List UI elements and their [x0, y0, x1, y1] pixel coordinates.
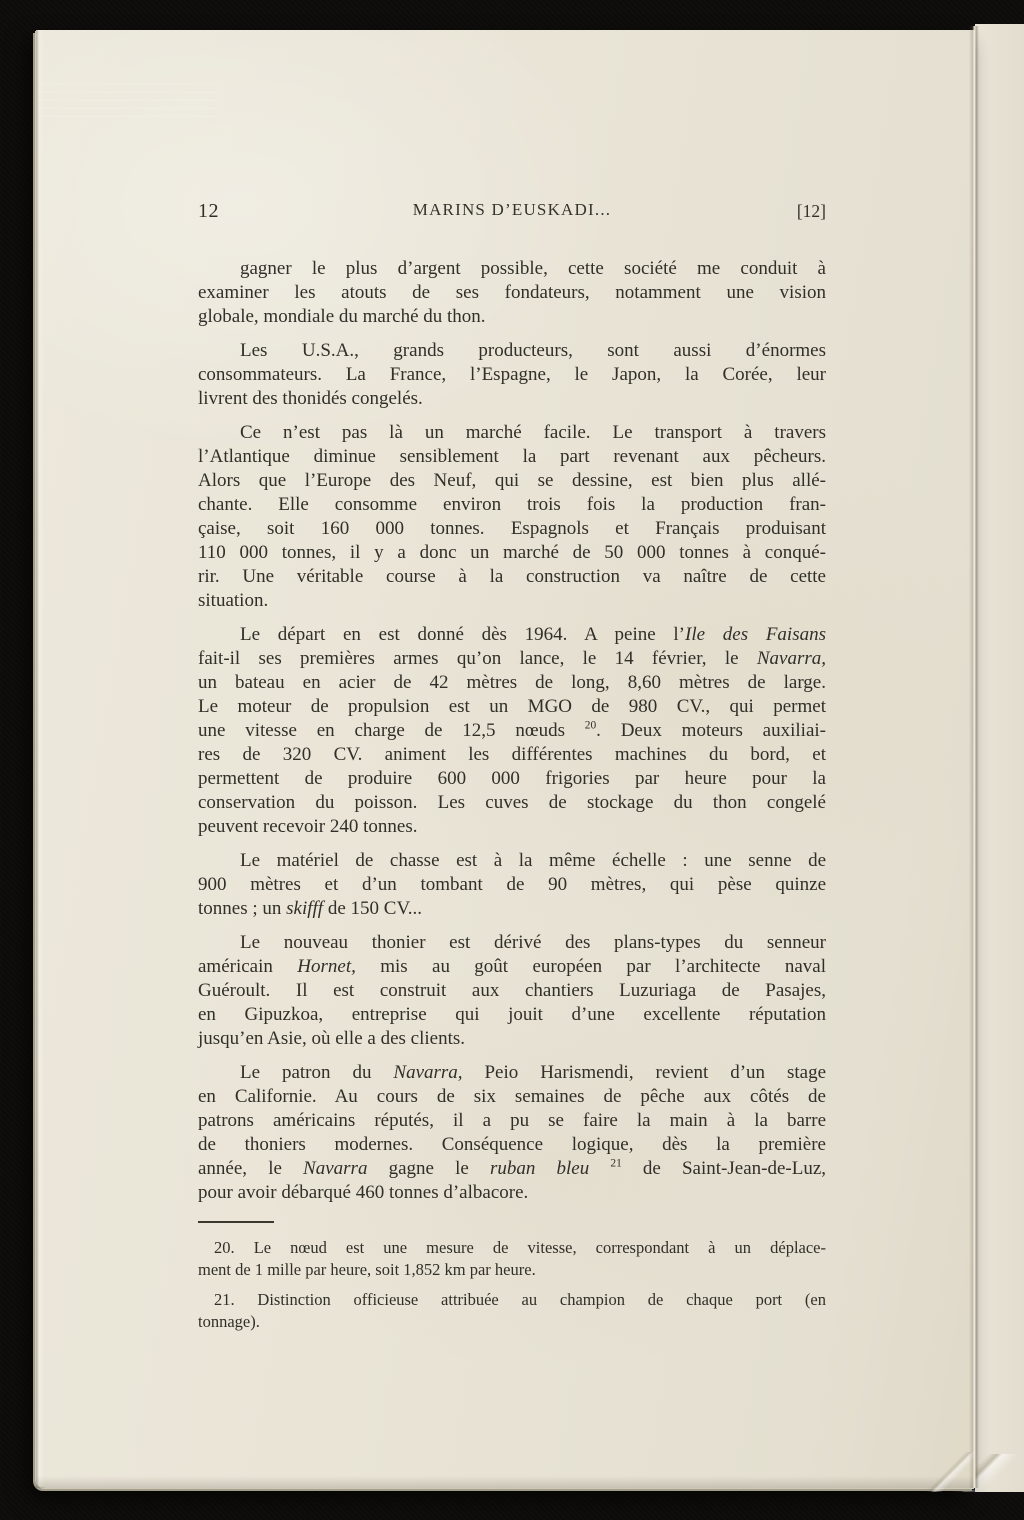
text-segment: américain: [198, 956, 298, 977]
text-segment: Le patron du: [240, 1062, 394, 1083]
text-line: [198, 589, 826, 613]
paragraph: [198, 623, 826, 839]
text-segment: Navarra,: [756, 648, 826, 669]
text-line: [198, 445, 826, 469]
text-segment: Peio Harismendi, revient d’un stage: [462, 1062, 827, 1083]
text-line: [198, 1237, 826, 1259]
text-line: [198, 1181, 826, 1205]
text-segment: tonnage).: [198, 1312, 260, 1331]
text-segment: jusqu’en Asie, où elle a des clients.: [198, 1028, 465, 1049]
text-segment: pour avoir débarqué 460 tonnes d’albacore.: [198, 1182, 529, 1203]
text-line: [198, 1061, 826, 1085]
text-segment: Navarra,: [393, 1062, 463, 1083]
text-line: [198, 257, 826, 281]
text-line: [198, 281, 826, 305]
text-line: [198, 493, 826, 517]
text-segment: l’Atlantique diminue sensiblement la part revenant aux pêcheurs.: [198, 446, 826, 467]
text-line: [198, 931, 826, 955]
text-segment: permettent de produire 600 000 frigories par heure pour la: [198, 768, 826, 789]
text-segment: 20. Le nœud est une mesure de vitesse, correspondant à un déplace-: [214, 1238, 826, 1257]
paragraph: [198, 1061, 826, 1205]
page-bottom-shade: [36, 1476, 975, 1488]
footnote: [198, 1289, 826, 1333]
text-line: [198, 623, 826, 647]
page-edge-stack: [36, 30, 44, 1488]
page-gutter-line: [969, 26, 979, 1488]
text-segment: çaise, soit 160 000 tonnes. Espagnols et Français produisant: [198, 518, 826, 539]
paragraph: [198, 931, 826, 1051]
text-line: [198, 719, 826, 743]
text-segment: examiner les atouts de ses fondateurs, notamment une vision: [198, 282, 826, 303]
text-segment: rir. Une véritable course à la construction va naître de cette: [198, 566, 826, 587]
text-line: [198, 1027, 826, 1051]
text-segment: en Californie. Au cours de six semaines de pêche aux côtés de: [198, 1086, 826, 1107]
page-number-bracketed: [12]: [796, 201, 826, 221]
text-segment: 21. Distinction officieuse attribuée au champion de chaque port (en: [214, 1290, 826, 1309]
text-segment: chante. Elle consomme environ trois fois la production fran-: [198, 494, 826, 515]
text-segment: Le départ en est donné dès 1964. A peine l’: [240, 624, 685, 645]
text-segment: Le matériel de chasse est à la même échelle : une senne de: [240, 850, 826, 871]
text-line: [198, 421, 826, 445]
footnote-reference: 20: [584, 719, 597, 732]
text-line: [198, 791, 826, 815]
text-line: [198, 767, 826, 791]
text-line: [198, 469, 826, 493]
text-line: [198, 387, 826, 411]
text-segment: gagne le: [367, 1158, 490, 1179]
text-segment: patrons américains réputés, il a pu se faire la main à la barre: [198, 1110, 826, 1131]
text-segment: Hornet,: [297, 956, 356, 977]
text-line: [198, 339, 826, 363]
text-line: [198, 1003, 826, 1027]
text-line: [198, 647, 826, 671]
text-segment: Ile des Faisans: [685, 624, 826, 645]
text-segment: conservation du poisson. Les cuves de stockage du thon congelé: [198, 792, 826, 813]
text-segment: consommateurs. La France, l’Espagne, le Japon, la Corée, leur: [198, 364, 826, 385]
text-segment: Navarra: [303, 1158, 368, 1179]
text-line: [198, 955, 826, 979]
text-segment: skifff: [286, 898, 324, 919]
text-line: [198, 695, 826, 719]
page-header: [198, 200, 826, 224]
text-line: [198, 979, 826, 1003]
text-line: [198, 1289, 826, 1311]
text-segment: de 150 CV...: [323, 898, 422, 919]
footnotes: [198, 1237, 826, 1333]
footnote-separator: [198, 1221, 274, 1223]
text-segment: 110 000 tonnes, il y a donc un marché de 50 000 tonnes à conqué-: [198, 542, 826, 563]
paragraph: [198, 849, 826, 921]
paragraph: [198, 421, 826, 613]
text-segment: Guéroult. Il est construit aux chantiers Luzuriaga de Pasajes,: [198, 980, 826, 1001]
adjacent-page-edge: [975, 24, 1024, 1492]
text-line: [198, 565, 826, 589]
paragraph: [198, 339, 826, 411]
text-segment: année, le: [198, 1158, 304, 1179]
footnote-reference: 21: [610, 1157, 622, 1170]
page-number-left: 12: [198, 200, 219, 222]
text-segment: peuvent recevoir 240 tonnes.: [198, 816, 418, 837]
text-segment: en Gipuzkoa, entreprise qui jouit d’une excellente réputation: [198, 1004, 826, 1025]
text-line: [198, 1157, 826, 1181]
text-segment: de thoniers modernes. Conséquence logique, dès la première: [198, 1134, 826, 1155]
text-line: [198, 671, 826, 695]
text-segment: ment de 1 mille par heure, soit 1,852 km par heure.: [198, 1260, 536, 1279]
paragraph: [198, 257, 826, 329]
text-segment: Le nouveau thonier est dérivé des plans-types du senneur: [240, 932, 826, 953]
text-segment: Le moteur de propulsion est un MGO de 980 CV., qui permet: [198, 696, 826, 717]
book-page: [36, 30, 975, 1488]
text-line: [198, 1259, 826, 1281]
running-title: MARINS D’EUSKADI...: [412, 200, 612, 219]
text-segment: de Saint-Jean-de-Luz,: [621, 1158, 827, 1179]
text-line: [198, 849, 826, 873]
text-line: [198, 873, 826, 897]
scan-artifact-lines: [38, 84, 218, 118]
text-line: [198, 897, 826, 921]
text-line: [198, 1311, 826, 1333]
text-segment: tonnes ; un: [198, 898, 287, 919]
text-line: [198, 1109, 826, 1133]
text-line: [198, 1085, 826, 1109]
text-segment: [589, 1158, 610, 1179]
page-crease: [925, 1452, 975, 1492]
text-line: [198, 363, 826, 387]
text-segment: fait-il ses premières armes qu’on lance, le 14 février, le: [198, 648, 757, 669]
text-segment: une vitesse en charge de 12,5 nœuds: [198, 720, 585, 741]
text-segment: Ce n’est pas là un marché facile. Le transport à travers: [240, 422, 826, 443]
text-segment: res de 320 CV. animent les différentes machines du bord, et: [198, 744, 826, 765]
text-line: [198, 1133, 826, 1157]
text-line: [198, 305, 826, 329]
text-segment: . Deux moteurs auxiliai-: [596, 720, 826, 741]
text-line: [198, 517, 826, 541]
text-segment: globale, mondiale du marché du thon.: [198, 306, 486, 327]
text-segment: Alors que l’Europe des Neuf, qui se dessine, est bien plus allé-: [198, 470, 826, 491]
text-segment: ruban bleu: [489, 1158, 590, 1179]
text-segment: 900 mètres et d’un tombant de 90 mètres, qui pèse quinze: [198, 874, 826, 895]
text-segment: situation.: [198, 590, 269, 611]
text-line: [198, 541, 826, 565]
text-line: [198, 815, 826, 839]
body-paragraphs: [198, 257, 826, 1205]
text-segment: mis au goût européen par l’architecte naval: [355, 956, 826, 977]
text-segment: Les U.S.A., grands producteurs, sont aussi d’énormes: [240, 340, 826, 361]
printed-text-area: [198, 200, 826, 1341]
footnote: [198, 1237, 826, 1281]
text-line: [198, 743, 826, 767]
text-segment: un bateau en acier de 42 mètres de long, 8,60 mètres de large.: [198, 672, 826, 693]
text-segment: livrent des thonidés congelés.: [198, 388, 423, 409]
text-segment: gagner le plus d’argent possible, cette société me conduit à: [240, 258, 826, 279]
